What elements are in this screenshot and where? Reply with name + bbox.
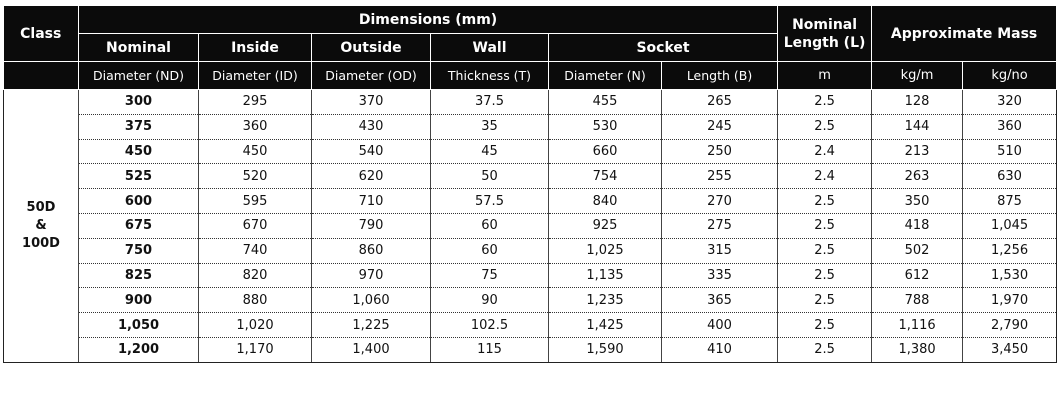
nd-cell: 1,200 [79, 337, 199, 362]
class-line-3: 100D [22, 235, 60, 251]
socket-length-cell: 255 [662, 164, 778, 189]
socket-diameter-cell: 840 [549, 189, 662, 214]
length-cell: 2.4 [778, 139, 872, 164]
table-body [4, 90, 1057, 363]
nd-cell: 600 [79, 189, 199, 214]
socket-length-header: Length (B) [662, 62, 778, 90]
mass-kgm-cell: 128 [872, 90, 963, 115]
table-row [4, 164, 1057, 189]
approximate-mass-header: Approximate Mass [872, 6, 1057, 62]
socket-length-cell: 265 [662, 90, 778, 115]
class-line-2: & [35, 217, 47, 233]
mass-kgno-cell: 1,045 [963, 213, 1057, 238]
mass-kgm-cell: 350 [872, 189, 963, 214]
dimensions-header: Dimensions (mm) [79, 6, 778, 34]
mass-kgno-cell: 320 [963, 90, 1057, 115]
socket-diameter-cell: 754 [549, 164, 662, 189]
mass-kgno-cell: 3,450 [963, 337, 1057, 362]
socket-diameter-cell: 1,590 [549, 337, 662, 362]
socket-diameter-cell: 1,235 [549, 288, 662, 313]
thickness-cell: 115 [431, 337, 549, 362]
nd-cell: 675 [79, 213, 199, 238]
id-cell: 670 [199, 213, 312, 238]
nd-cell: 750 [79, 238, 199, 263]
thickness-cell: 75 [431, 263, 549, 288]
od-cell: 1,225 [312, 313, 431, 338]
table-row [4, 313, 1057, 338]
nd-cell: 525 [79, 164, 199, 189]
od-cell: 1,060 [312, 288, 431, 313]
socket-length-cell: 270 [662, 189, 778, 214]
thickness-cell: 60 [431, 213, 549, 238]
od-header: Diameter (OD) [312, 62, 431, 90]
socket-length-cell: 250 [662, 139, 778, 164]
length-cell: 2.5 [778, 90, 872, 115]
mass-kgno-cell: 1,970 [963, 288, 1057, 313]
socket-diameter-cell: 925 [549, 213, 662, 238]
thickness-header: Thickness (T) [431, 62, 549, 90]
id-header: Diameter (ID) [199, 62, 312, 90]
unit-m-header: m [778, 62, 872, 90]
pipe-dimensions-table [3, 5, 1057, 363]
thickness-cell: 45 [431, 139, 549, 164]
od-cell: 710 [312, 189, 431, 214]
id-cell: 1,170 [199, 337, 312, 362]
nd-cell: 300 [79, 90, 199, 115]
mass-kgm-cell: 612 [872, 263, 963, 288]
socket-length-cell: 400 [662, 313, 778, 338]
mass-kgno-cell: 1,530 [963, 263, 1057, 288]
socket-length-cell: 275 [662, 213, 778, 238]
table-row [4, 337, 1057, 362]
socket-diameter-cell: 1,135 [549, 263, 662, 288]
mass-kgno-cell: 2,790 [963, 313, 1057, 338]
nd-header: Diameter (ND) [79, 62, 199, 90]
mass-kgno-cell: 875 [963, 189, 1057, 214]
table-header [4, 6, 1057, 90]
thickness-cell: 102.5 [431, 313, 549, 338]
length-cell: 2.5 [778, 313, 872, 338]
mass-kgm-cell: 788 [872, 288, 963, 313]
thickness-cell: 35 [431, 114, 549, 139]
length-cell: 2.5 [778, 213, 872, 238]
socket-length-cell: 315 [662, 238, 778, 263]
nd-cell: 375 [79, 114, 199, 139]
id-cell: 295 [199, 90, 312, 115]
od-cell: 860 [312, 238, 431, 263]
mass-kgno-cell: 1,256 [963, 238, 1057, 263]
od-cell: 970 [312, 263, 431, 288]
wall-header: Wall [431, 34, 549, 62]
table-row [4, 238, 1057, 263]
table-row [4, 288, 1057, 313]
table-row [4, 90, 1057, 115]
nominal-header: Nominal [79, 34, 199, 62]
socket-length-cell: 365 [662, 288, 778, 313]
mass-kgm-cell: 213 [872, 139, 963, 164]
unit-kgm-header: kg/m [872, 62, 963, 90]
thickness-cell: 50 [431, 164, 549, 189]
nd-cell: 900 [79, 288, 199, 313]
unit-kgno-header: kg/no [963, 62, 1057, 90]
mass-kgm-cell: 418 [872, 213, 963, 238]
length-cell: 2.5 [778, 238, 872, 263]
thickness-cell: 90 [431, 288, 549, 313]
od-cell: 1,400 [312, 337, 431, 362]
mass-kgm-cell: 263 [872, 164, 963, 189]
socket-diameter-header: Diameter (N) [549, 62, 662, 90]
id-cell: 820 [199, 263, 312, 288]
od-cell: 620 [312, 164, 431, 189]
od-cell: 370 [312, 90, 431, 115]
nd-cell: 825 [79, 263, 199, 288]
mass-kgm-cell: 1,380 [872, 337, 963, 362]
od-cell: 790 [312, 213, 431, 238]
id-cell: 360 [199, 114, 312, 139]
socket-length-cell: 335 [662, 263, 778, 288]
id-cell: 450 [199, 139, 312, 164]
socket-length-cell: 245 [662, 114, 778, 139]
thickness-cell: 57.5 [431, 189, 549, 214]
thickness-cell: 60 [431, 238, 549, 263]
class-cell [4, 90, 79, 363]
socket-diameter-cell: 1,025 [549, 238, 662, 263]
length-cell: 2.4 [778, 164, 872, 189]
od-cell: 430 [312, 114, 431, 139]
mass-kgno-cell: 630 [963, 164, 1057, 189]
table-row [4, 189, 1057, 214]
thickness-cell: 37.5 [431, 90, 549, 115]
socket-length-cell: 410 [662, 337, 778, 362]
table-row [4, 139, 1057, 164]
id-cell: 740 [199, 238, 312, 263]
class-header: Class [4, 6, 79, 62]
id-cell: 880 [199, 288, 312, 313]
length-cell: 2.5 [778, 114, 872, 139]
socket-diameter-cell: 1,425 [549, 313, 662, 338]
socket-diameter-cell: 660 [549, 139, 662, 164]
mass-kgm-cell: 144 [872, 114, 963, 139]
nominal-length-header: Nominal Length (L) [778, 6, 872, 62]
table-row [4, 263, 1057, 288]
class-subheader-blank [4, 62, 79, 90]
nd-cell: 1,050 [79, 313, 199, 338]
mass-kgm-cell: 502 [872, 238, 963, 263]
od-cell: 540 [312, 139, 431, 164]
table-row [4, 114, 1057, 139]
socket-header: Socket [549, 34, 778, 62]
length-cell: 2.5 [778, 337, 872, 362]
outside-header: Outside [312, 34, 431, 62]
length-cell: 2.5 [778, 189, 872, 214]
class-line-1: 50D [26, 199, 56, 215]
id-cell: 1,020 [199, 313, 312, 338]
inside-header: Inside [199, 34, 312, 62]
length-cell: 2.5 [778, 288, 872, 313]
length-cell: 2.5 [778, 263, 872, 288]
socket-diameter-cell: 455 [549, 90, 662, 115]
id-cell: 520 [199, 164, 312, 189]
mass-kgno-cell: 360 [963, 114, 1057, 139]
id-cell: 595 [199, 189, 312, 214]
mass-kgno-cell: 510 [963, 139, 1057, 164]
table-row [4, 213, 1057, 238]
nd-cell: 450 [79, 139, 199, 164]
socket-diameter-cell: 530 [549, 114, 662, 139]
mass-kgm-cell: 1,116 [872, 313, 963, 338]
